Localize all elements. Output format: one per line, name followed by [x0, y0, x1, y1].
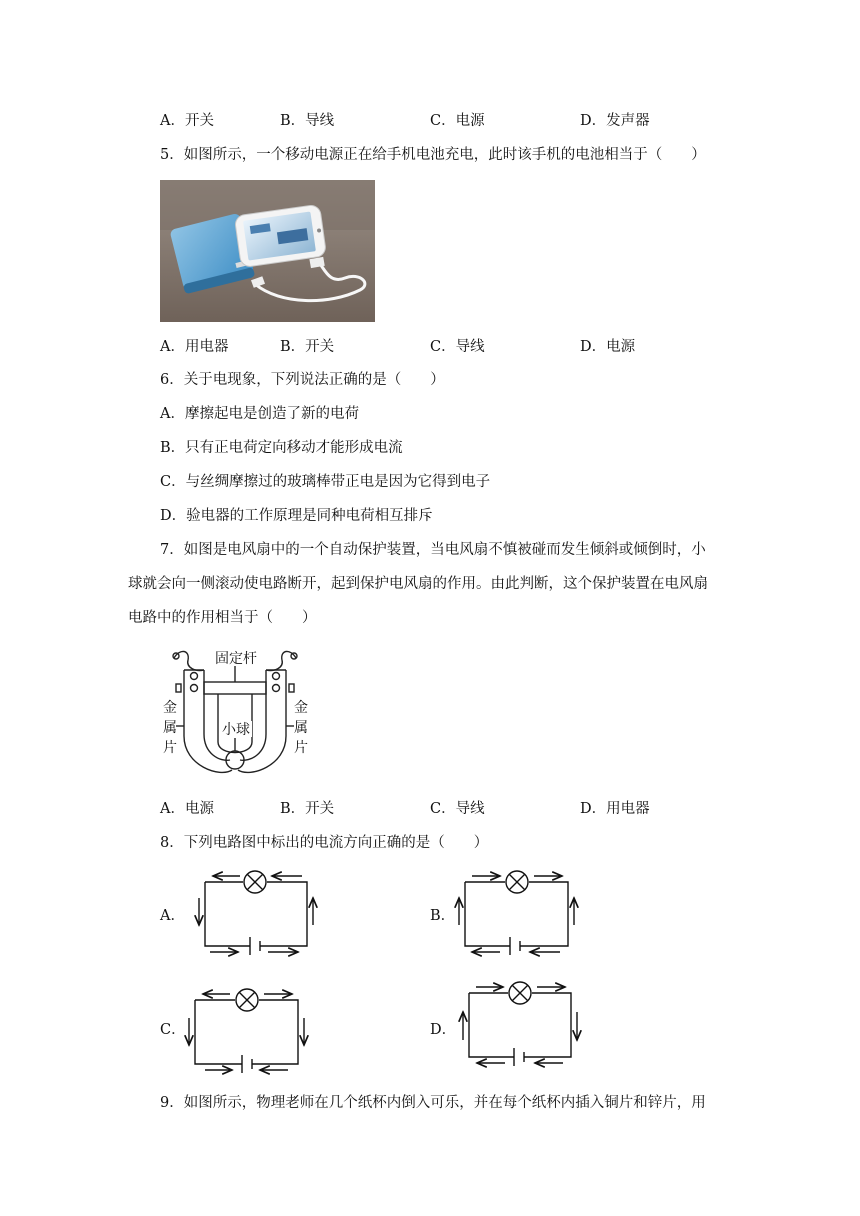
q6-option-b: B．只有正电荷定向移动才能形成电流: [160, 440, 403, 456]
q6-stem: 6．关于电现象，下列说法正确的是（ ）: [160, 372, 445, 388]
q7-option-b: B．开关: [280, 801, 335, 817]
left-plate-label-1: 金: [163, 700, 177, 716]
right-plate-label-2: 属: [294, 720, 308, 736]
circuit-d: [463, 982, 577, 1066]
q5-option-d: D．电源: [580, 339, 636, 355]
q7-stem-line-2: 球就会向一侧滚动使电路断开，起到保护电风扇的作用。由此判断，这个保护装置在电风扇: [128, 576, 708, 592]
circuit-a: [199, 871, 313, 955]
q5-stem: 5．如图所示，一个移动电源正在给手机电池充电，此时该手机的电池相当于（ ）: [160, 147, 706, 163]
q5-option-a: A．用电器: [160, 339, 229, 355]
circuit-b: [459, 871, 574, 955]
q8-label-c: C．: [160, 1022, 186, 1038]
q6-option-d: D．验电器的工作原理是同种电荷相互排斥: [160, 508, 433, 524]
q7-option-a: A．电源: [160, 801, 214, 817]
q4-option-d: D．发声器: [580, 113, 650, 129]
q8-stem: 8．下列电路图中标出的电流方向正确的是（ ）: [160, 835, 489, 851]
left-plate-label-3: 片: [163, 740, 177, 756]
q7-stem-line-1: 7．如图是电风扇中的一个自动保护装置，当电风扇不慎被碰而发生倾斜或倾倒时，小: [160, 542, 706, 558]
q8-label-a: A．: [160, 908, 185, 924]
q7-stem-line-3: 电路中的作用相当于（ ）: [128, 610, 317, 626]
q4-option-a: A．开关: [160, 113, 214, 129]
q6-option-c: C．与丝绸摩擦过的玻璃棒带正电是因为它得到电子: [160, 474, 491, 490]
q5-option-b: B．开关: [280, 339, 335, 355]
circuit-c: [189, 989, 304, 1073]
q6-option-a: A．摩擦起电是创造了新的电荷: [160, 406, 359, 422]
left-plate-label-2: 属: [163, 720, 177, 736]
q7-option-c: C．导线: [430, 801, 485, 817]
q8-label-b: B．: [430, 908, 456, 924]
ball-label: 小球: [222, 722, 250, 738]
fixed-rod-label: 固定杆: [215, 651, 257, 667]
right-plate-label-3: 片: [294, 740, 308, 756]
q4-option-b: B．导线: [280, 113, 335, 129]
right-plate-label-1: 金: [294, 700, 308, 716]
q4-option-c: C．电源: [430, 113, 485, 129]
q9-stem: 9．如图所示，物理老师在几个纸杯内倒入可乐，并在每个纸杯内插入铜片和锌片，用: [160, 1095, 706, 1111]
q8-label-d: D．: [430, 1022, 457, 1038]
q7-option-d: D．用电器: [580, 801, 650, 817]
q5-option-c: C．导线: [430, 339, 485, 355]
